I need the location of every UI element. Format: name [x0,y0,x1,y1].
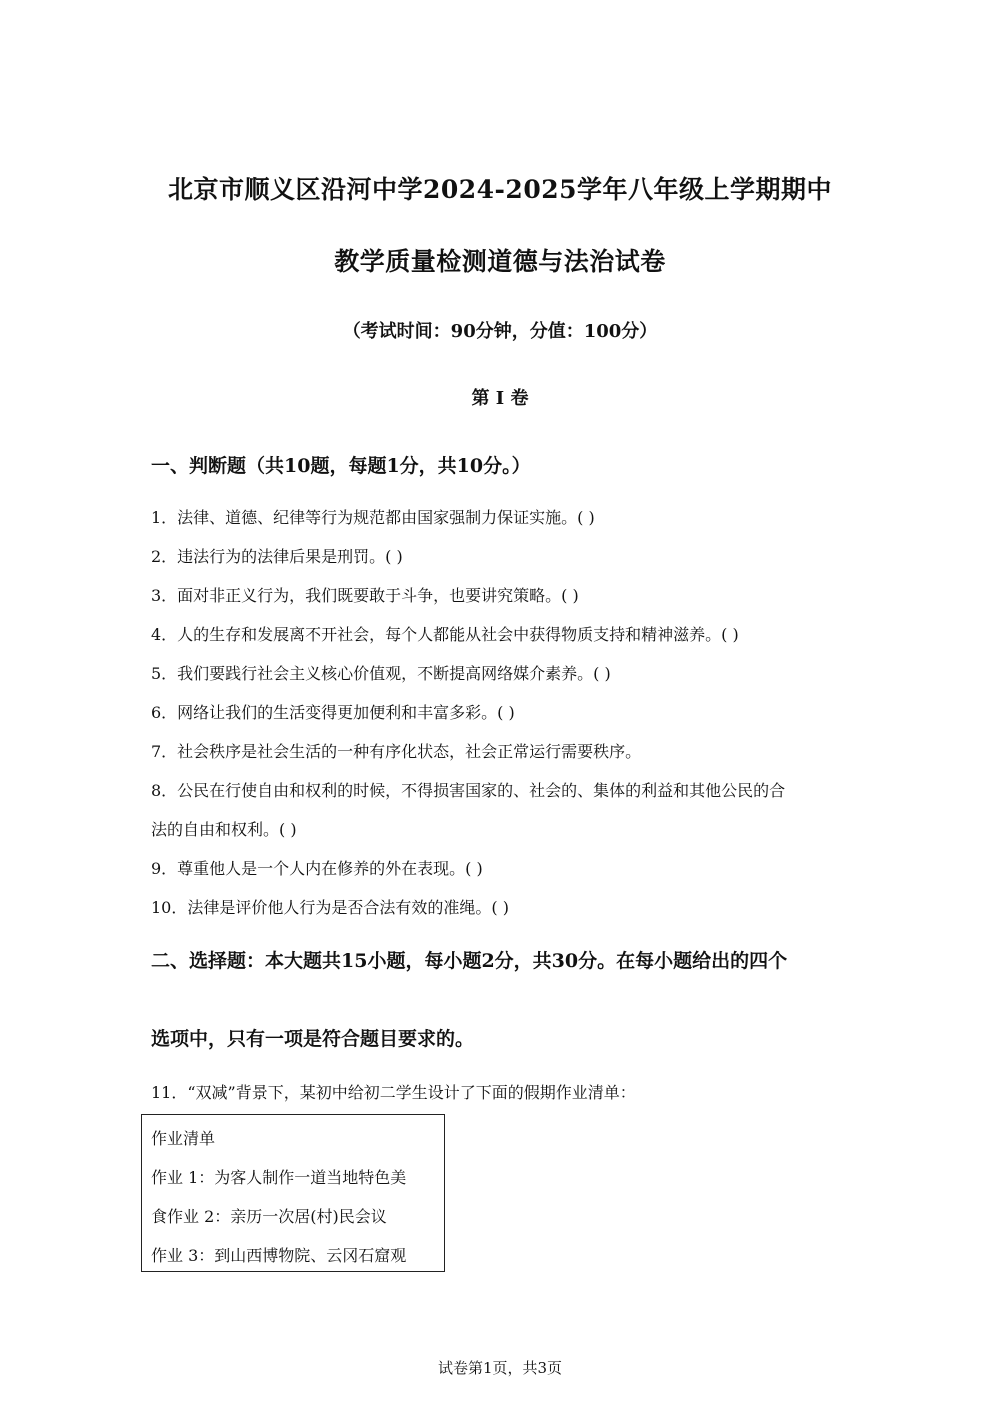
question-3: 3．面对非正义行为，我们既要敢于斗争，也要讲究策略。( ) [151,586,579,605]
question-10: 10．法律是评价他人行为是否合法有效的准绳。( ) [151,898,509,917]
question-1: 1．法律、道德、纪律等行为规范都由国家强制力保证实施。( ) [151,508,595,527]
section1-heading: 一、判断题（共10题，每题1分，共10分。） [151,455,531,477]
question-4: 4．人的生存和发展离不开社会，每个人都能从社会中获得物质支持和精神滋养。( ) [151,625,739,644]
question-5: 5．我们要践行社会主义核心价值观，不断提高网络媒介素养。( ) [151,664,611,683]
section2-heading-line2: 选项中，只有一项是符合题目要求的。 [151,1028,475,1050]
question-11-stem: 11．“双减”背景下，某初中给初二学生设计了下面的假期作业清单： [151,1083,636,1102]
exam-info: （考试时间：90分钟，分值：100分） [342,321,658,342]
question-8: 8．公民在行使自由和权利的时候，不得损害国家的、社会的、集体的利益和其他公民的合 [151,781,786,800]
page-footer: 试卷第1页，共3页 [437,1359,563,1377]
question-2: 2．违法行为的法律后果是刑罚。( ) [151,547,403,566]
question-6: 6．网络让我们的生活变得更加便利和丰富多彩。( ) [151,703,515,722]
homework-item-1: 作业 1：为客人制作一道当地特色美 [151,1168,407,1187]
question-8-continued: 法的自由和权利。( ) [151,820,297,839]
section2-heading-line1: 二、选择题：本大题共15小题，每小题2分，共30分。在每小题给出的四个 [151,950,788,972]
question-7: 7．社会秩序是社会生活的一种有序化状态，社会正常运行需要秩序。 [151,742,642,761]
paper-title-line1: 北京市顺义区沿河中学2024-2025学年八年级上学期期中 [167,175,833,204]
volume-label: 第 I 卷 [471,388,529,409]
homework-item-3: 作业 3：到山西博物院、云冈石窟观 [151,1246,407,1265]
homework-item-2: 食作业 2：亲历一次居(村)民会议 [151,1207,387,1226]
homework-list-title: 作业清单 [151,1129,216,1148]
question-9: 9．尊重他人是一个人内在修养的外在表现。( ) [151,859,483,878]
paper-title-line2: 教学质量检测道德与法治试卷 [334,247,666,276]
